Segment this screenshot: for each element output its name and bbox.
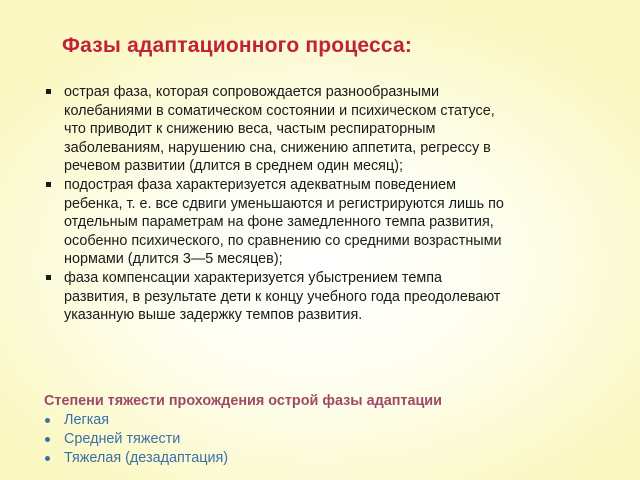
phase-item-compensation [44,269,504,325]
severity-text: Средней тяжести [64,431,181,447]
phase-list [44,83,504,325]
severity-item-moderate [44,430,228,449]
phase-text: фаза компенсации характеризуется убыстрением темпа развития, в результате дети к концу учебного года преодолевают указанную выше задержку темпов развития. [64,269,501,324]
round-bullet-icon [45,418,50,423]
round-bullet-icon [45,456,50,461]
severity-heading: Степени тяжести прохождения острой фазы адаптации [44,393,442,409]
severity-list [44,411,228,468]
severity-item-severe [44,449,228,468]
phase-text: подострая фаза характеризуется адекватным поведением ребенка, т. е. все сдвиги уменьшаются и регистрируются лишь по отдельным параметрам на фоне замедленного темпа развития, особенно психического, по сравнению со средними возрастными нормами (длится 3—5 месяцев); [64,176,504,268]
phase-item-acute [44,83,504,176]
round-bullet-icon [45,437,50,442]
phase-item-subacute [44,176,504,269]
square-bullet-icon [46,89,51,94]
severity-text: Тяжелая (дезадаптация) [64,450,229,466]
square-bullet-icon [46,275,51,280]
slide-title: Фазы адаптационного процесса: [62,34,413,57]
severity-item-mild [44,411,228,430]
severity-text: Легкая [64,412,110,428]
phase-text: острая фаза, которая сопровождается разнообразными колебаниями в соматическом состоянии и психическом статусе, что приводит к снижению веса, частым респираторным заболеваниям, нарушению сна, снижению аппетита, регрессу в речевом развитии (длится в среднем один месяц); [64,84,495,175]
square-bullet-icon [46,182,51,187]
